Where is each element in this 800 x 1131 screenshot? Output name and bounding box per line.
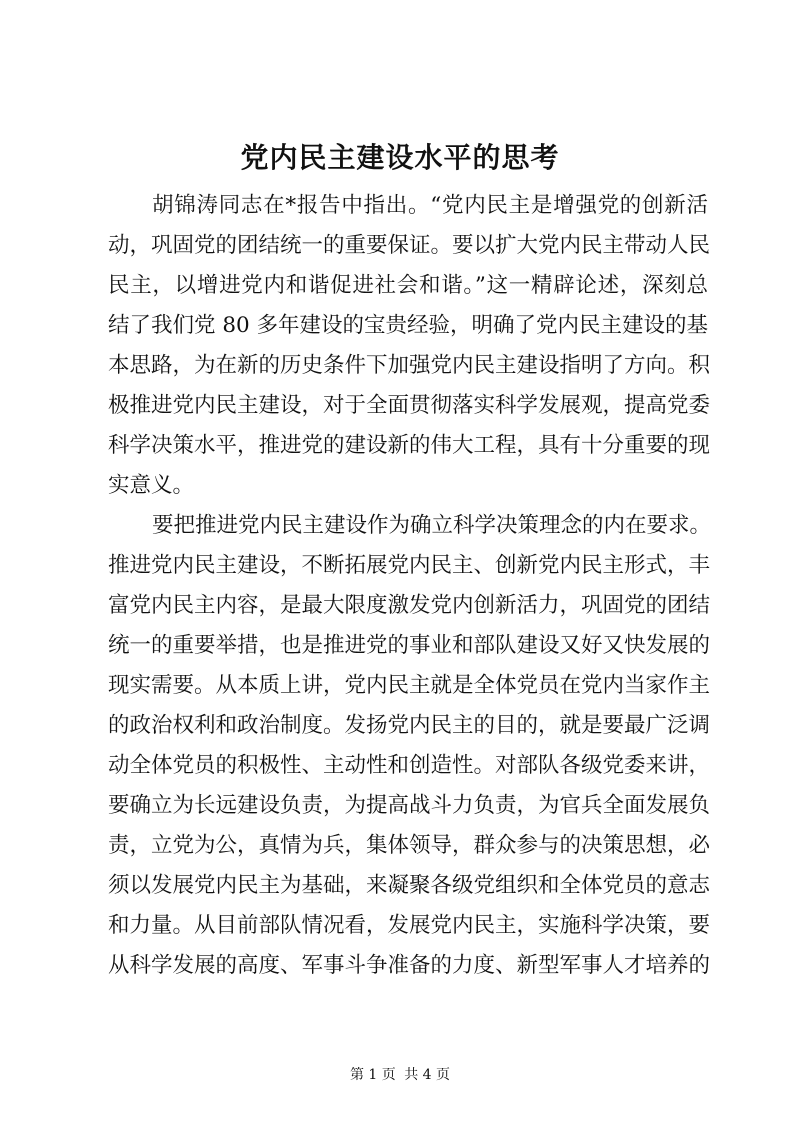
page-number: 第 1 页 xyxy=(349,1067,396,1083)
document-title: 党内民主建设水平的思考 xyxy=(240,141,560,174)
text-line: 民主，以增进党内和谐促进社会和谐。”这一精辟论述，深刻总 xyxy=(108,273,708,298)
text-line: 要把推进党内民主建设作为确立科学决策理念的内在要求。 xyxy=(152,513,712,538)
page-footer xyxy=(0,1065,800,1085)
page-total: 共 4 页 xyxy=(404,1067,451,1083)
text-line: 富党内民主内容，是最大限度激发党内创新活力，巩固党的团结 xyxy=(108,593,711,618)
text-line: 动，巩固党的团结统一的重要保证。要以扩大党内民主带动人民 xyxy=(108,233,711,258)
text-line: 本思路，为在新的历史条件下加强党内民主建设指明了方向。积 xyxy=(108,353,711,378)
text-line: 推进党内民主建设，不断拓展党内民主、创新党内民主形式，丰 xyxy=(108,553,711,578)
text-line: 胡锦涛同志在*报告中指出。“党内民主是增强党的创新活 xyxy=(152,193,708,218)
text-line: 结了我们党 80 多年建设的宝贵经验，明确了党内民主建设的基 xyxy=(108,313,709,338)
text-line: 科学决策水平，推进党的建设新的伟大工程，具有十分重要的现 xyxy=(108,433,711,458)
text-line: 统一的重要举措，也是推进党的事业和部队建设又好又快发展的 xyxy=(108,633,711,658)
text-line: 要确立为长远建设负责，为提高战斗力负责，为官兵全面发展负 xyxy=(108,793,711,818)
text-line: 现实需要。从本质上讲，党内民主就是全体党员在党内当家作主 xyxy=(108,673,711,698)
text-line: 和力量。从目前部队情况看，发展党内民主，实施科学决策，要 xyxy=(108,913,711,938)
text-line: 极推进党内民主建设，对于全面贯彻落实科学发展观，提高党委 xyxy=(108,393,711,418)
text-line: 动全体党员的积极性、主动性和创造性。对部队各级党委来讲， xyxy=(108,753,711,778)
text-line: 责，立党为公，真情为兵，集体领导，群众参与的决策思想，必 xyxy=(108,833,711,858)
text-line: 须以发展党内民主为基础，来凝聚各级党组织和全体党员的意志 xyxy=(108,873,711,898)
text-line: 实意义。 xyxy=(108,473,195,498)
text-line: 从科学发展的高度、军事斗争准备的力度、新型军事人才培养的 xyxy=(108,953,711,978)
text-line: 的政治权利和政治制度。发扬党内民主的目的，就是要最广泛调 xyxy=(108,713,711,738)
